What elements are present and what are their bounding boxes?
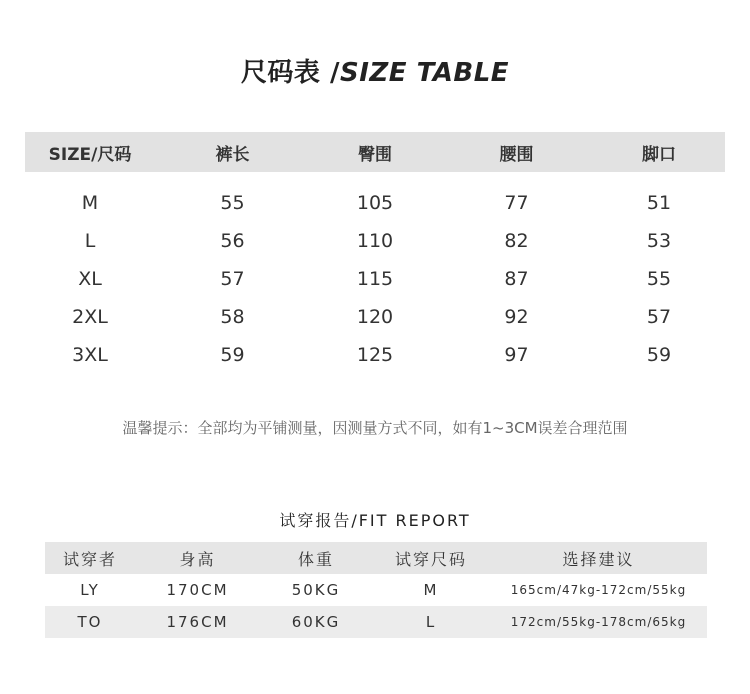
- cell-size: 3XL: [72, 344, 108, 366]
- cell-recommendation: 172cm/55kg-178cm/65kg: [510, 615, 687, 629]
- cell-hem: 57: [646, 306, 672, 328]
- page-title: [0, 52, 750, 89]
- cell-hip: 125: [356, 344, 394, 366]
- cell-hem: 53: [646, 230, 672, 252]
- cell-waist: 92: [504, 306, 529, 328]
- cell-fit-size: L: [425, 613, 437, 631]
- header-waist: 腰围: [499, 144, 534, 165]
- cell-waist: 87: [504, 268, 529, 290]
- cell-recommendation: 165cm/47kg-172cm/55kg: [510, 583, 687, 597]
- header-height: 身高: [179, 549, 216, 569]
- cell-hip: 115: [356, 268, 394, 290]
- table-row: [25, 260, 725, 298]
- header-size: SIZE/尺码: [48, 144, 132, 165]
- table-row: [25, 222, 725, 260]
- cell-tester: TO: [77, 613, 103, 631]
- title-separator: /: [320, 58, 340, 88]
- cell-size: L: [84, 230, 96, 252]
- header-length: 裤长: [215, 144, 250, 165]
- table-row: [45, 574, 707, 606]
- cell-length: 57: [220, 268, 245, 290]
- cell-hem: 51: [646, 192, 672, 214]
- cell-hip: 120: [356, 306, 394, 328]
- cell-hem: 55: [646, 268, 672, 290]
- cell-length: 55: [220, 192, 245, 214]
- cell-size: 2XL: [72, 306, 108, 328]
- cell-height: 170CM: [166, 581, 229, 599]
- header-hem: 脚口: [642, 144, 676, 165]
- fit-table-header: [45, 542, 707, 574]
- table-row: [25, 336, 725, 374]
- header-hip: 臀围: [358, 144, 392, 165]
- cell-height: 176CM: [166, 613, 229, 631]
- cell-length: 59: [220, 344, 245, 366]
- header-recommendation: 选择建议: [562, 549, 635, 569]
- cell-waist: 97: [504, 344, 529, 366]
- header-fit-size: 试穿尺码: [394, 549, 467, 569]
- table-row: [25, 184, 725, 222]
- cell-length: 58: [220, 306, 245, 328]
- cell-size: M: [81, 192, 99, 214]
- cell-hip: 110: [356, 230, 394, 252]
- cell-tester: LY: [80, 581, 100, 599]
- cell-weight: 60KG: [291, 613, 341, 631]
- cell-hip: 105: [356, 192, 394, 214]
- table-row: [45, 606, 707, 638]
- fit-report-title: 试穿报告/FIT REPORT: [279, 511, 471, 530]
- cell-length: 56: [220, 230, 245, 252]
- cell-waist: 82: [504, 230, 529, 252]
- measurement-note: 温馨提示：全部均为平铺测量，因测量方式不同，如有1~3CM误差合理范围: [122, 419, 628, 437]
- cell-weight: 50KG: [291, 581, 341, 599]
- size-table: [25, 132, 725, 374]
- cell-size: XL: [78, 268, 102, 290]
- table-row: [25, 298, 725, 336]
- header-weight: 体重: [297, 549, 334, 569]
- cell-hem: 59: [646, 344, 672, 366]
- header-tester: 试穿者: [62, 549, 117, 569]
- size-table-header: [25, 132, 725, 172]
- title-cn: 尺码表: [240, 58, 321, 88]
- cell-fit-size: M: [423, 581, 439, 599]
- title-en: SIZE TABLE: [340, 58, 510, 88]
- cell-waist: 77: [504, 192, 529, 214]
- fit-report-table: [45, 542, 707, 638]
